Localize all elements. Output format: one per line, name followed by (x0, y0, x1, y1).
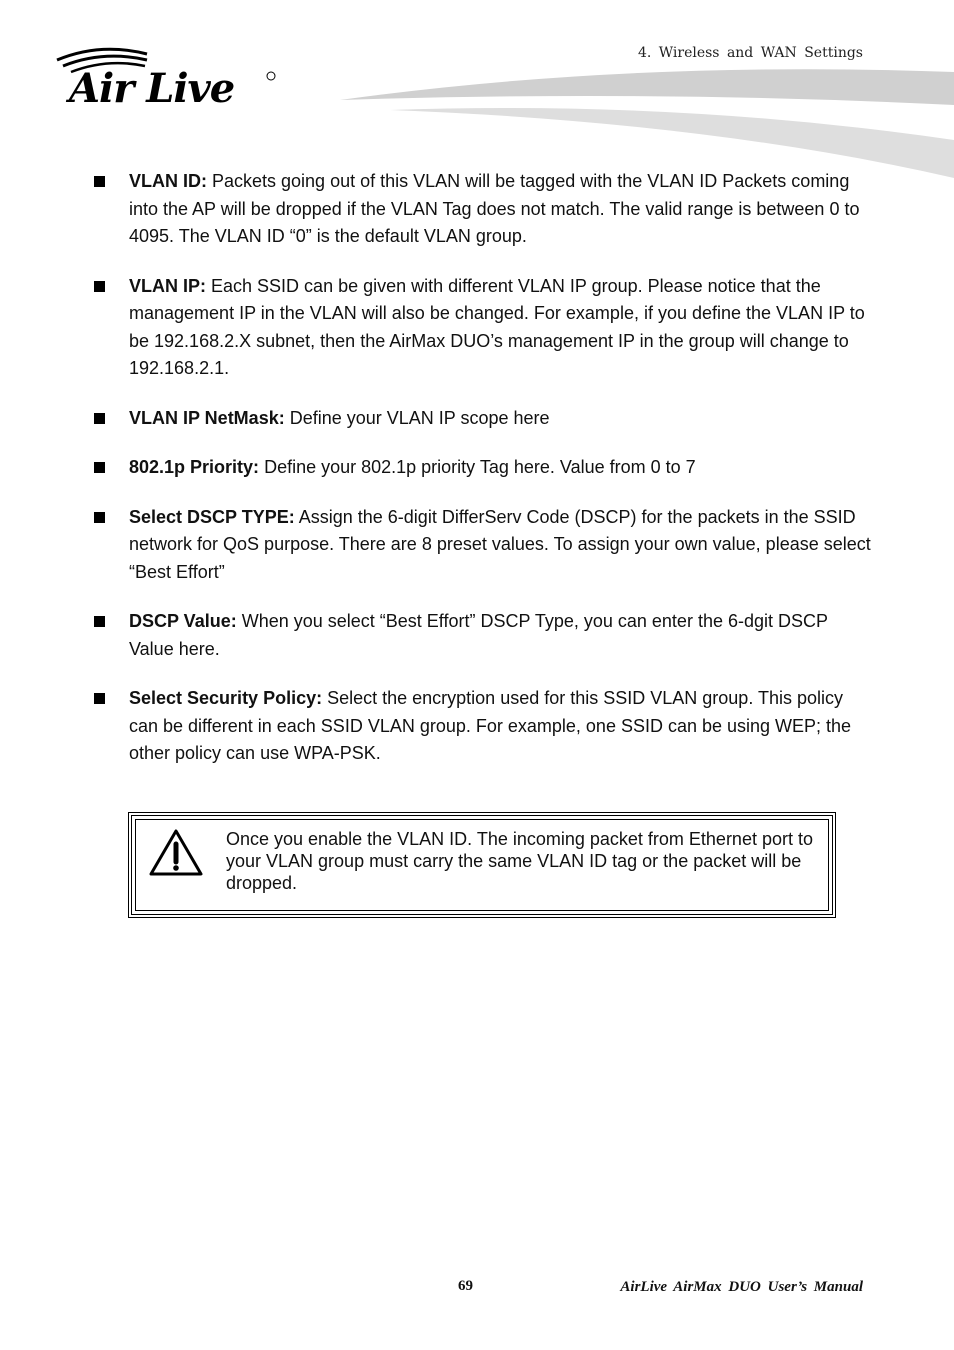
manual-title: AirLive AirMax DUO User’s Manual (620, 1279, 863, 1295)
bullet-square-icon (94, 512, 105, 523)
item-term: Select Security Policy: (129, 688, 323, 708)
item-text: Each SSID can be given with different VLAN IP group. Please notice that the management IP in the VLAN will also be changed. For example, if you define the VLAN IP to be 192.168.2.X subnet, then the AirMax DUO’s management IP in the group will change to 192.168.2.1. (129, 275, 865, 378)
item-text: Assign the 6-digit DifferServ Code (DSCP) for the packets in the SSID network for QoS purpose. There are 8 preset values. To assign your own value, please select “Best Effort” (129, 506, 871, 582)
list-item (94, 273, 874, 383)
list-item (94, 454, 874, 482)
chapter-heading: 4. Wireless and WAN Settings (637, 45, 863, 61)
bullet-square-icon (94, 413, 105, 424)
item-term: 802.1p Priority: (129, 457, 260, 477)
item-text: Packets going out of this VLAN will be tagged with the VLAN ID Packets coming into the AP will be dropped if the VLAN Tag does not match. The valid range is between 0 to 4095. The VLAN ID “0” is the default VLAN group. (129, 171, 860, 246)
warning-note-box (128, 812, 836, 918)
bullet-square-icon (94, 281, 105, 292)
item-term: Select DSCP TYPE: (129, 506, 295, 527)
definition-list (94, 168, 874, 790)
list-item (94, 168, 874, 251)
warning-icon (148, 828, 204, 878)
bullet-square-icon (94, 462, 105, 473)
note-text: Once you enable the VLAN ID. The incoming packet from Ethernet port to your VLAN group must carry the same VLAN ID tag or the packet will be dropped. (226, 829, 813, 893)
list-item (94, 608, 874, 663)
bullet-square-icon (94, 693, 105, 704)
item-term: VLAN IP: (129, 275, 207, 296)
list-item (94, 685, 874, 768)
list-item (94, 504, 874, 587)
item-text: Select the encryption used for this SSID VLAN group. This policy can be different in each SSID VLAN group. For example, one SSID can be using WEP; the other policy can use WPA-PSK. (129, 688, 852, 763)
bullet-square-icon (94, 176, 105, 187)
item-text: When you select “Best Effort” DSCP Type, you can enter the 6-dgit DSCP Value here. (129, 611, 828, 659)
page-number: 69 (458, 1278, 473, 1294)
svg-text:Air Live: Air Live (69, 65, 235, 110)
item-term: VLAN ID: (129, 171, 207, 191)
airlive-logo (55, 40, 285, 110)
item-term: DSCP Value: (129, 611, 237, 631)
item-text: Define your VLAN IP scope here (284, 407, 550, 428)
item-text: Define your 802.1p priority Tag here. Value from 0 to 7 (259, 457, 696, 477)
bullet-square-icon (94, 616, 105, 627)
list-item (94, 405, 874, 433)
item-term: VLAN IP NetMask: (129, 407, 285, 428)
